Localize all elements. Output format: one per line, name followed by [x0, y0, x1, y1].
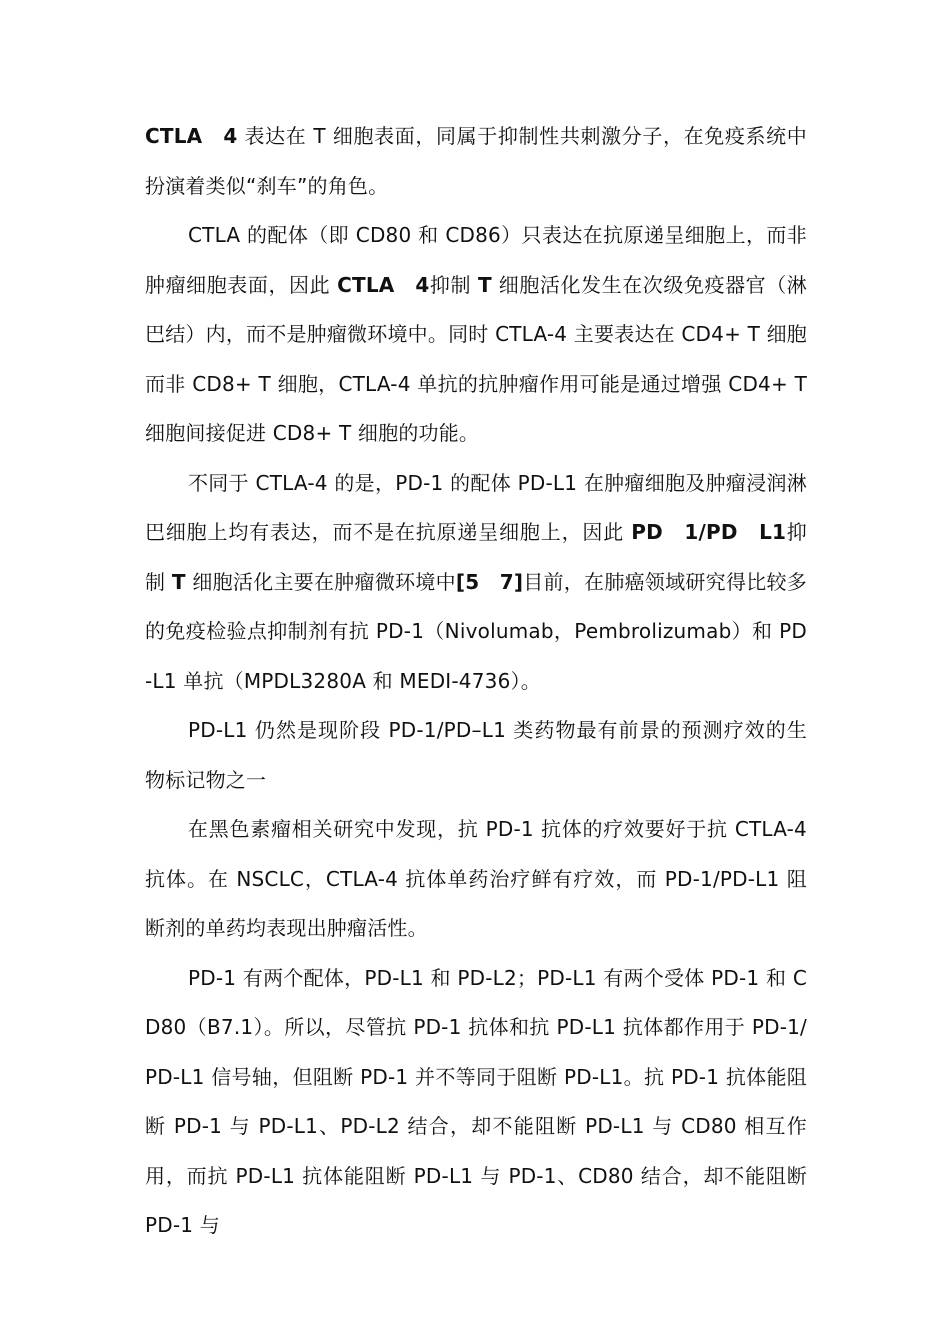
paragraph-pd1-ligand: [145, 459, 807, 707]
citation-reference: [5 7]: [455, 569, 524, 594]
paragraph-text: PD-1 有两个配体，PD-L1 和 PD-L2；PD-L1 有两个受体 PD-1 和 CD80（B7.1）。所以，尽管抗 PD-1 抗体和抗 PD-L1 抗体都作用于 PD-1/PD-L1 信号轴，但阻断 PD-1 并不等同于阻断 PD-L1。抗 PD-1 抗体能阻断 PD-1 与 PD-L1、PD-L2 结合，却不能阻断 PD-L1 与 CD80 相互作用，而抗 PD-L1 抗体能阻断 PD-L1 与 PD-1、CD80 结合，却不能阻断 PD-1 与: [145, 965, 807, 1237]
paragraph-text: 表达在 T 细胞表面，同属于抑制性共刺激分子，在免疫系统中扮演着类似“刹车”的角色。: [145, 124, 807, 198]
paragraph-text: 细胞活化发生在次级免疫器官（淋巴结）内，而不是肿瘤微环境中。同时 CTLA-4 主要表达在 CD4+ T 细胞而非 CD8+ T 细胞，CTLA-4 单抗的抗肿瘤作用可能是通过增强 CD4+ T 细胞间接促进 CD8+ T 细胞的功能。: [145, 272, 808, 445]
paragraph-pdl1-biomarker: [145, 706, 807, 805]
paragraph-text: 抑制: [429, 272, 478, 297]
paragraph-text: 抑制: [145, 520, 807, 594]
paragraph-text: 不同于 CTLA-4 的是，PD-1 的配体 PD-L1 在肿瘤细胞及肿瘤浸润淋巴细胞上均有表达，而不是在抗原递呈细胞上，因此: [145, 470, 807, 544]
bold-term-ctla4: CTLA 4: [145, 124, 238, 148]
paragraph-text: 细胞活化主要在肿瘤微环境中: [185, 569, 456, 594]
bold-term-t: T: [171, 569, 186, 594]
paragraph-melanoma-study: [145, 805, 807, 954]
paragraph-text: CTLA 的配体（即 CD80 和 CD86）只表达在抗原递呈细胞上，而非肿瘤细胞表面，因此: [145, 223, 807, 297]
bold-term-t: T: [478, 272, 492, 297]
paragraph-text: 在黑色素瘤相关研究中发现，抗 PD-1 抗体的疗效要好于抗 CTLA-4 抗体。在 NSCLC，CTLA-4 抗体单药治疗鲜有疗效，而 PD-1/PD-L1 阻断剂的单药均表现出肿瘤活性。: [145, 817, 807, 940]
paragraph-text: PD-L1 仍然是现阶段 PD-1/PD–L1 类药物最有前景的预测疗效的生物标记物之一: [145, 718, 807, 792]
document-body: [145, 112, 807, 1251]
bold-term-ctla4: CTLA 4: [337, 272, 430, 297]
bold-term-pd1-pdl1: PD 1/PD L1: [631, 520, 787, 544]
paragraph-ctla-ligand: [145, 211, 807, 459]
paragraph-pd1-receptors: [145, 954, 807, 1251]
paragraph-text: 目前，在肺癌领域研究得比较多的免疫检验点抑制剂有抗 PD-1（Nivolumab，Pembrolizumab）和 PD-L1 单抗（MPDL3280A 和 MEDI-4736）。: [145, 569, 807, 693]
paragraph-ctla4-intro: [145, 112, 807, 211]
